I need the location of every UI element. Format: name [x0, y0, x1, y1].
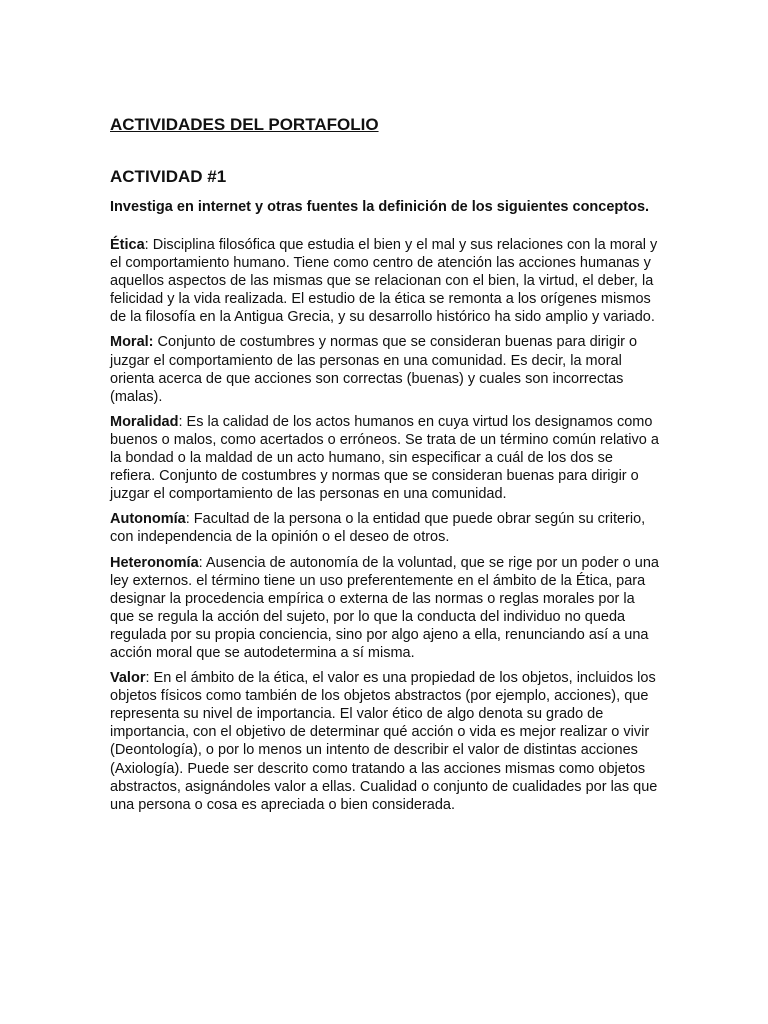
definition-text: Disciplina filosófica que estudia el bien y el mal y sus relaciones con la moral y el comportamiento humano. Tiene como centro de atención las acciones humanas y aquellos aspectos de las mismas que se relacionan con el bien, la virtud, el deber, la felicidad y la vida realizada. El estudio de la ética se remonta a los orígenes mismos de la filosofía en la Antigua Grecia, y su desarrollo histórico ha sido amplio y variado.: [110, 237, 658, 326]
definition-etica: [110, 236, 660, 326]
definition-valor: [110, 669, 660, 814]
activity-heading: ACTIVIDAD #1: [110, 167, 227, 186]
definition-separator: :: [185, 511, 194, 528]
definition-text: Conjunto de costumbres y normas que se consideran buenas para dirigir o juzgar el comportamiento de las personas en una comunidad. Es decir, la moral orienta acerca de que acciones son correctas (buenas) y cuales son incorrectas (malas).: [110, 334, 638, 405]
definition-text: Ausencia de autonomía de la voluntad, que se rige por un poder o una ley externos. el término tiene un uso preferentemente en el ámbito de la Ética, para designar la procedencia empírica o externa de las normas o reglas morales por la que se regula la acción del sujeto, por lo que la conducta del individuo no queda regulada por su propia conciencia, sino por algo ajeno a ella, renunciando así a una acción moral que se autodetermina a sí misma.: [110, 554, 659, 661]
definition-text: En el ámbito de la ética, el valor es una propiedad de los objetos, incluidos los objetos físicos como también de los objetos abstractos (por ejemplo, acciones), que representa su nivel de importancia. El valor ético de algo denota su grado de importancia, con el objetivo de determinar qué acción o vida es mejor realizar o vivir (Deontología), o por lo menos un intento de describir el valor de distintas acciones (Axiología). Puede ser descrito como tratando a las acciones mismas como objetos abstractos, asignándoles valor a ellas. Cualidad o conjunto de cualidades por las que una persona o cosa es apreciada o bien considerada.: [110, 670, 658, 813]
definition-heteronomia: [110, 554, 660, 663]
definition-moral: [110, 333, 660, 405]
definition-autonomia: [110, 510, 660, 546]
definition-term: Ética: [110, 237, 145, 253]
definition-term: Autonomía: [110, 511, 186, 528]
definitions-list: [110, 236, 660, 814]
definition-term: Moralidad: [110, 413, 179, 430]
definition-separator: :: [198, 554, 206, 571]
definition-separator: :: [144, 237, 153, 253]
definition-term: Moral:: [110, 334, 154, 351]
activity-instruction: Investiga en internet y otras fuentes la definición de los siguientes conceptos.: [110, 199, 650, 215]
document-title: ACTIVIDADES DEL PORTAFOLIO: [110, 115, 379, 134]
definition-term: Valor: [110, 670, 146, 687]
definition-text: Es la calidad de los actos humanos en cuya virtud los designamos como buenos o malos, como acertados o erróneos. Se trata de un término común relativo a la bondad o la maldad de un acto humano, sin especificar a cuál de los dos se refiera. Conjunto de costumbres y normas que se consideran buenas para dirigir o juzgar el comportamiento de las personas en una comunidad.: [110, 413, 659, 503]
definition-term: Heteronomía: [110, 554, 199, 571]
definition-text: Facultad de la persona o la entidad que puede obrar según su criterio, con independencia de la opinión o el deseo de otros.: [110, 511, 646, 546]
definition-separator: :: [178, 413, 187, 430]
definition-separator: :: [145, 670, 154, 687]
definition-moralidad: [110, 413, 660, 503]
document-page: [110, 113, 660, 821]
